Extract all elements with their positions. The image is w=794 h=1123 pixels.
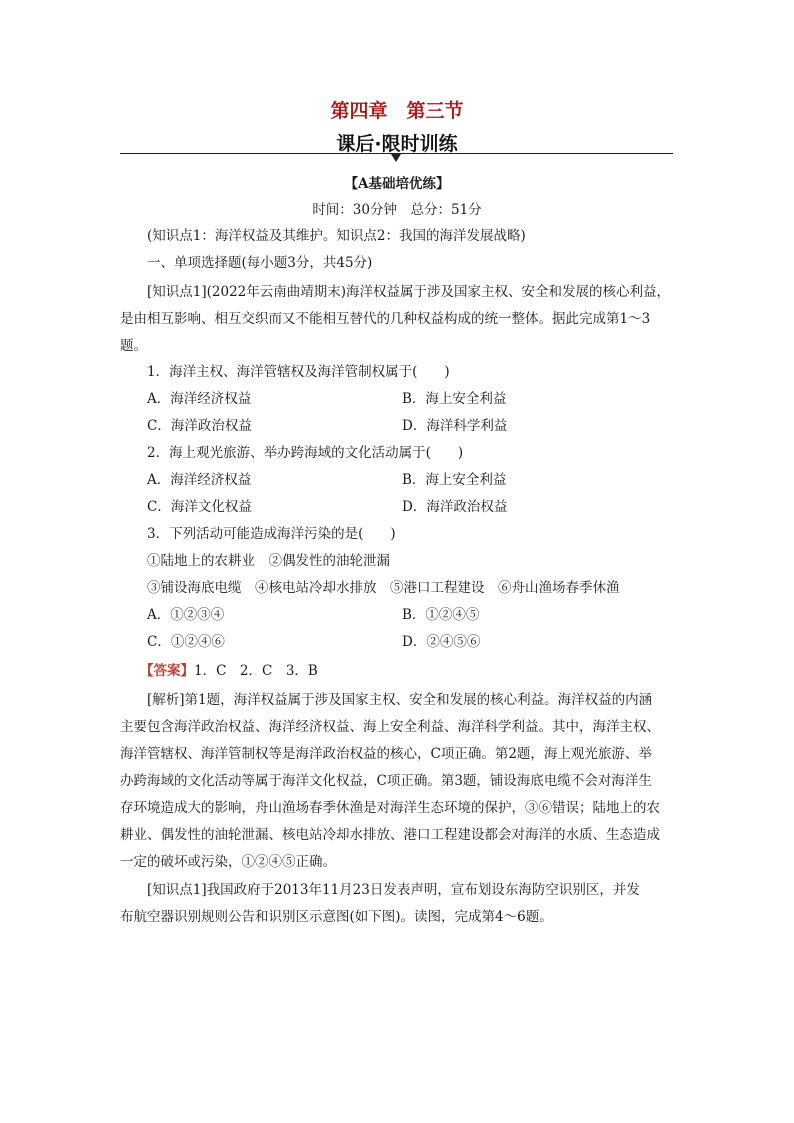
analysis-line6: 耕业、偶发性的油轮泄漏、核电站冷却水排放、港口工程建设都会对海洋的水质、生态造成: [120, 827, 660, 843]
q2-option-d: D．海洋政治权益: [402, 499, 508, 515]
q3-stem: 3．下列活动可能造成海洋污染的是( ): [147, 526, 396, 542]
q1-option-a: A．海洋经济权益: [147, 391, 252, 407]
intro1-line1: [知识点1](2022年云南曲靖期末)海洋权益属于涉及国家主权、安全和发展的核心利益，: [147, 284, 671, 300]
q3-option-a: A．①②③④: [147, 607, 225, 623]
analysis-line4: 办跨海域的文化活动等属于海洋文化权益，C项正确。第3题，铺设海底电缆不会对海洋生: [120, 773, 652, 789]
page-subtitle: 课后·限时训练: [336, 133, 458, 155]
analysis-line1: [解析]第1题，海洋权益属于涉及国家主权、安全和发展的核心利益。海洋权益的内涵: [147, 692, 653, 708]
q3-items-2: ③铺设海底电缆 ④核电站冷却水排放 ⑤港口工程建设 ⑥舟山渔场春季休渔: [147, 580, 620, 596]
q1-option-c: C．海洋政治权益: [147, 418, 252, 434]
analysis-line7: 一定的破坏或污染，①②④⑤正确。: [120, 854, 336, 870]
analysis-line2: 主要包含海洋政治权益、海洋经济权益、海上安全利益、海洋科学利益。其中，海洋主权、: [120, 719, 660, 735]
q3-option-b: B．①②④⑤: [402, 607, 480, 623]
part-heading: 一、单项选择题(每小题3分，共45分): [147, 255, 373, 271]
answer-line: [140, 661, 318, 681]
q2-option-a: A．海洋经济权益: [147, 472, 252, 488]
q3-items-1: ①陆地上的农耕业 ②偶发性的油轮泄漏: [147, 553, 390, 569]
q2-option-b: B．海上安全利益: [402, 472, 507, 488]
time-score: 时间：30分钟 总分：51分: [312, 202, 482, 218]
q3-option-d: D．②④⑤⑥: [402, 634, 481, 650]
q2-option-c: C．海洋文化权益: [147, 499, 252, 515]
analysis-line3: 海洋管辖权、海洋管制权等是海洋政治权益的核心，C项正确。第2题，海上观光旅游、举: [120, 746, 652, 762]
section-label: 【A基础培优练】: [344, 176, 450, 192]
q2-stem: 2．海上观光旅游、举办跨海域的文化活动属于( ): [147, 445, 464, 461]
q3-option-c: C．①②④⑥: [147, 634, 225, 650]
answer-label: 【答案】: [140, 663, 194, 679]
q1-stem: 1．海洋主权、海洋管辖权及海洋管制权属于( ): [147, 364, 450, 380]
intro2-line1: [知识点1]我国政府于2013年11月23日发表声明，宣布划设东海防空识别区，并发: [147, 882, 640, 898]
q1-option-d: D．海洋科学利益: [402, 418, 508, 434]
header-triangle-marker: [391, 154, 401, 162]
intro1-line3: 题。: [120, 338, 147, 354]
answer-text: 1．C 2．C 3．B: [194, 663, 318, 679]
intro1-line2: 是由相互影响、相互交织而又不能相互替代的几种权益构成的统一整体。据此完成第1～3: [120, 311, 651, 327]
intro2-line2: 布航空器识别规则公告和识别区示意图(如下图)。读图，完成第4～6题。: [120, 909, 553, 925]
analysis-line5: 存环境造成大的影响，舟山渔场春季休渔是对海洋生态环境的保护，③⑥错误；陆地上的农: [120, 800, 660, 816]
chapter-title: 第四章 第三节: [330, 100, 464, 122]
q1-option-b: B．海上安全利益: [402, 391, 507, 407]
topics-note: (知识点1：海洋权益及其维护。知识点2：我国的海洋发展战略): [147, 228, 526, 244]
